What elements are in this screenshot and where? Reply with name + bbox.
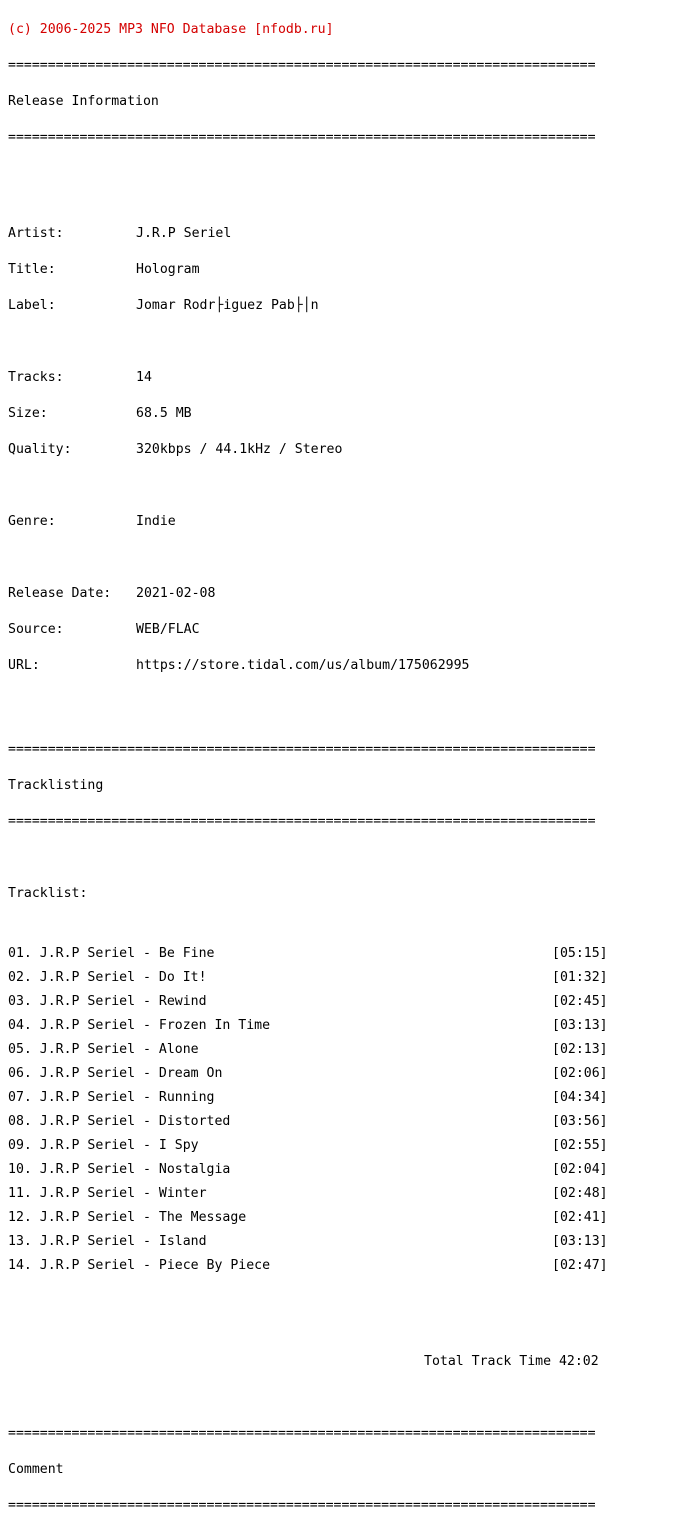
track-number: 08. <box>8 1114 32 1129</box>
info-value-tracks: 14 <box>136 370 152 385</box>
info-label: Genre: <box>8 514 56 529</box>
separator: ========================================================================== <box>8 814 596 829</box>
track-title: J.R.P Seriel - Distorted <box>39 1114 231 1129</box>
track-length: [03:13] <box>552 1018 608 1033</box>
track-row <box>8 1066 608 1092</box>
track-row <box>8 994 608 1020</box>
track-row <box>8 1114 608 1140</box>
info-label: Source: <box>8 622 64 637</box>
track-number: 13. <box>8 1234 32 1249</box>
track-number: 09. <box>8 1138 32 1153</box>
track-row <box>8 1234 608 1260</box>
section-title-comment: Comment <box>8 1462 64 1477</box>
track-list <box>8 946 608 1284</box>
info-value-date: 2021-02-08 <box>136 586 216 601</box>
info-value-genre: Indie <box>136 514 176 529</box>
info-row-label <box>8 300 599 312</box>
info-row-size <box>8 408 599 420</box>
track-length: [02:41] <box>552 1210 608 1225</box>
info-row-source <box>8 624 599 636</box>
track-length: [01:32] <box>552 970 608 985</box>
separator: ========================================================================== <box>8 130 596 145</box>
info-row-artist <box>8 228 599 240</box>
track-number: 07. <box>8 1090 32 1105</box>
track-title: J.R.P Seriel - Winter <box>39 1186 207 1201</box>
info-value-url: https://store.tidal.com/us/album/175062995 <box>136 658 470 673</box>
info-label: Artist: <box>8 226 64 241</box>
nfo-document <box>8 0 608 1524</box>
track-row <box>8 1018 608 1044</box>
info-row-date <box>8 588 599 600</box>
track-row <box>8 1090 608 1116</box>
track-title: J.R.P Seriel - I Spy <box>39 1138 199 1153</box>
track-length: [03:13] <box>552 1234 608 1249</box>
info-value-title: Hologram <box>136 262 200 277</box>
track-number: 02. <box>8 970 32 985</box>
track-title: J.R.P Seriel - The Message <box>39 1210 247 1225</box>
track-title: J.R.P Seriel - Dream On <box>39 1066 223 1081</box>
track-row <box>8 1186 608 1212</box>
info-value-size: 68.5 MB <box>136 406 192 421</box>
track-length: [02:47] <box>552 1258 608 1273</box>
info-value-label: Jomar Rodr├iguez Pab├│n <box>136 298 319 313</box>
info-value-source: WEB/FLAC <box>136 622 200 637</box>
track-number: 04. <box>8 1018 32 1033</box>
track-title: J.R.P Seriel - Frozen In Time <box>39 1018 271 1033</box>
track-row <box>8 1042 608 1068</box>
track-number: 05. <box>8 1042 32 1057</box>
track-length: [02:04] <box>552 1162 608 1177</box>
track-length: [04:34] <box>552 1090 608 1105</box>
track-title: J.R.P Seriel - Running <box>39 1090 215 1105</box>
track-length: [02:06] <box>552 1066 608 1081</box>
separator: ========================================================================== <box>8 1426 596 1441</box>
track-title: J.R.P Seriel - Alone <box>39 1042 199 1057</box>
track-row <box>8 1162 608 1188</box>
track-number: 01. <box>8 946 32 961</box>
track-length: [02:13] <box>552 1042 608 1057</box>
track-length: [03:56] <box>552 1114 608 1129</box>
track-number: 06. <box>8 1066 32 1081</box>
separator: ========================================================================== <box>8 1498 596 1513</box>
total-track-time: Total Track Time 42:02 <box>424 1354 599 1369</box>
info-row-title <box>8 264 599 276</box>
track-length: [02:55] <box>552 1138 608 1153</box>
track-number: 10. <box>8 1162 32 1177</box>
site-header[interactable]: (c) 2006-2025 MP3 NFO Database [nfodb.ru] <box>8 22 334 37</box>
track-length: [02:48] <box>552 1186 608 1201</box>
track-title: J.R.P Seriel - Nostalgia <box>39 1162 231 1177</box>
track-title: J.R.P Seriel - Island <box>39 1234 207 1249</box>
separator: ========================================================================== <box>8 742 596 757</box>
info-label: Size: <box>8 406 48 421</box>
info-label: Release Date: <box>8 586 112 601</box>
track-length: [05:15] <box>552 946 608 961</box>
track-row <box>8 1258 608 1284</box>
info-label: Tracks: <box>8 370 64 385</box>
track-row <box>8 946 608 972</box>
info-label: Quality: <box>8 442 72 457</box>
separator: ========================================================================== <box>8 58 596 73</box>
track-row <box>8 1138 608 1164</box>
track-length: [02:45] <box>552 994 608 1009</box>
track-number: 03. <box>8 994 32 1009</box>
info-row-url <box>8 660 599 672</box>
info-value-artist: J.R.P Seriel <box>136 226 232 241</box>
info-label: Title: <box>8 262 56 277</box>
info-label: URL: <box>8 658 40 673</box>
info-row-quality <box>8 444 599 456</box>
track-title: J.R.P Seriel - Be Fine <box>39 946 215 961</box>
info-value-quality: 320kbps / 44.1kHz / Stereo <box>136 442 343 457</box>
track-row <box>8 970 608 996</box>
info-row-genre <box>8 516 599 528</box>
track-row <box>8 1210 608 1236</box>
section-title-tracklisting: Tracklisting <box>8 778 104 793</box>
info-label: Label: <box>8 298 56 313</box>
track-title: J.R.P Seriel - Rewind <box>39 994 207 1009</box>
info-row-tracks <box>8 372 599 384</box>
track-title: J.R.P Seriel - Piece By Piece <box>39 1258 271 1273</box>
tracklist-heading: Tracklist: <box>8 886 88 901</box>
track-title: J.R.P Seriel - Do It! <box>39 970 207 985</box>
track-number: 12. <box>8 1210 32 1225</box>
track-number: 11. <box>8 1186 32 1201</box>
track-number: 14. <box>8 1258 32 1273</box>
section-title-release: Release Information <box>8 94 159 109</box>
